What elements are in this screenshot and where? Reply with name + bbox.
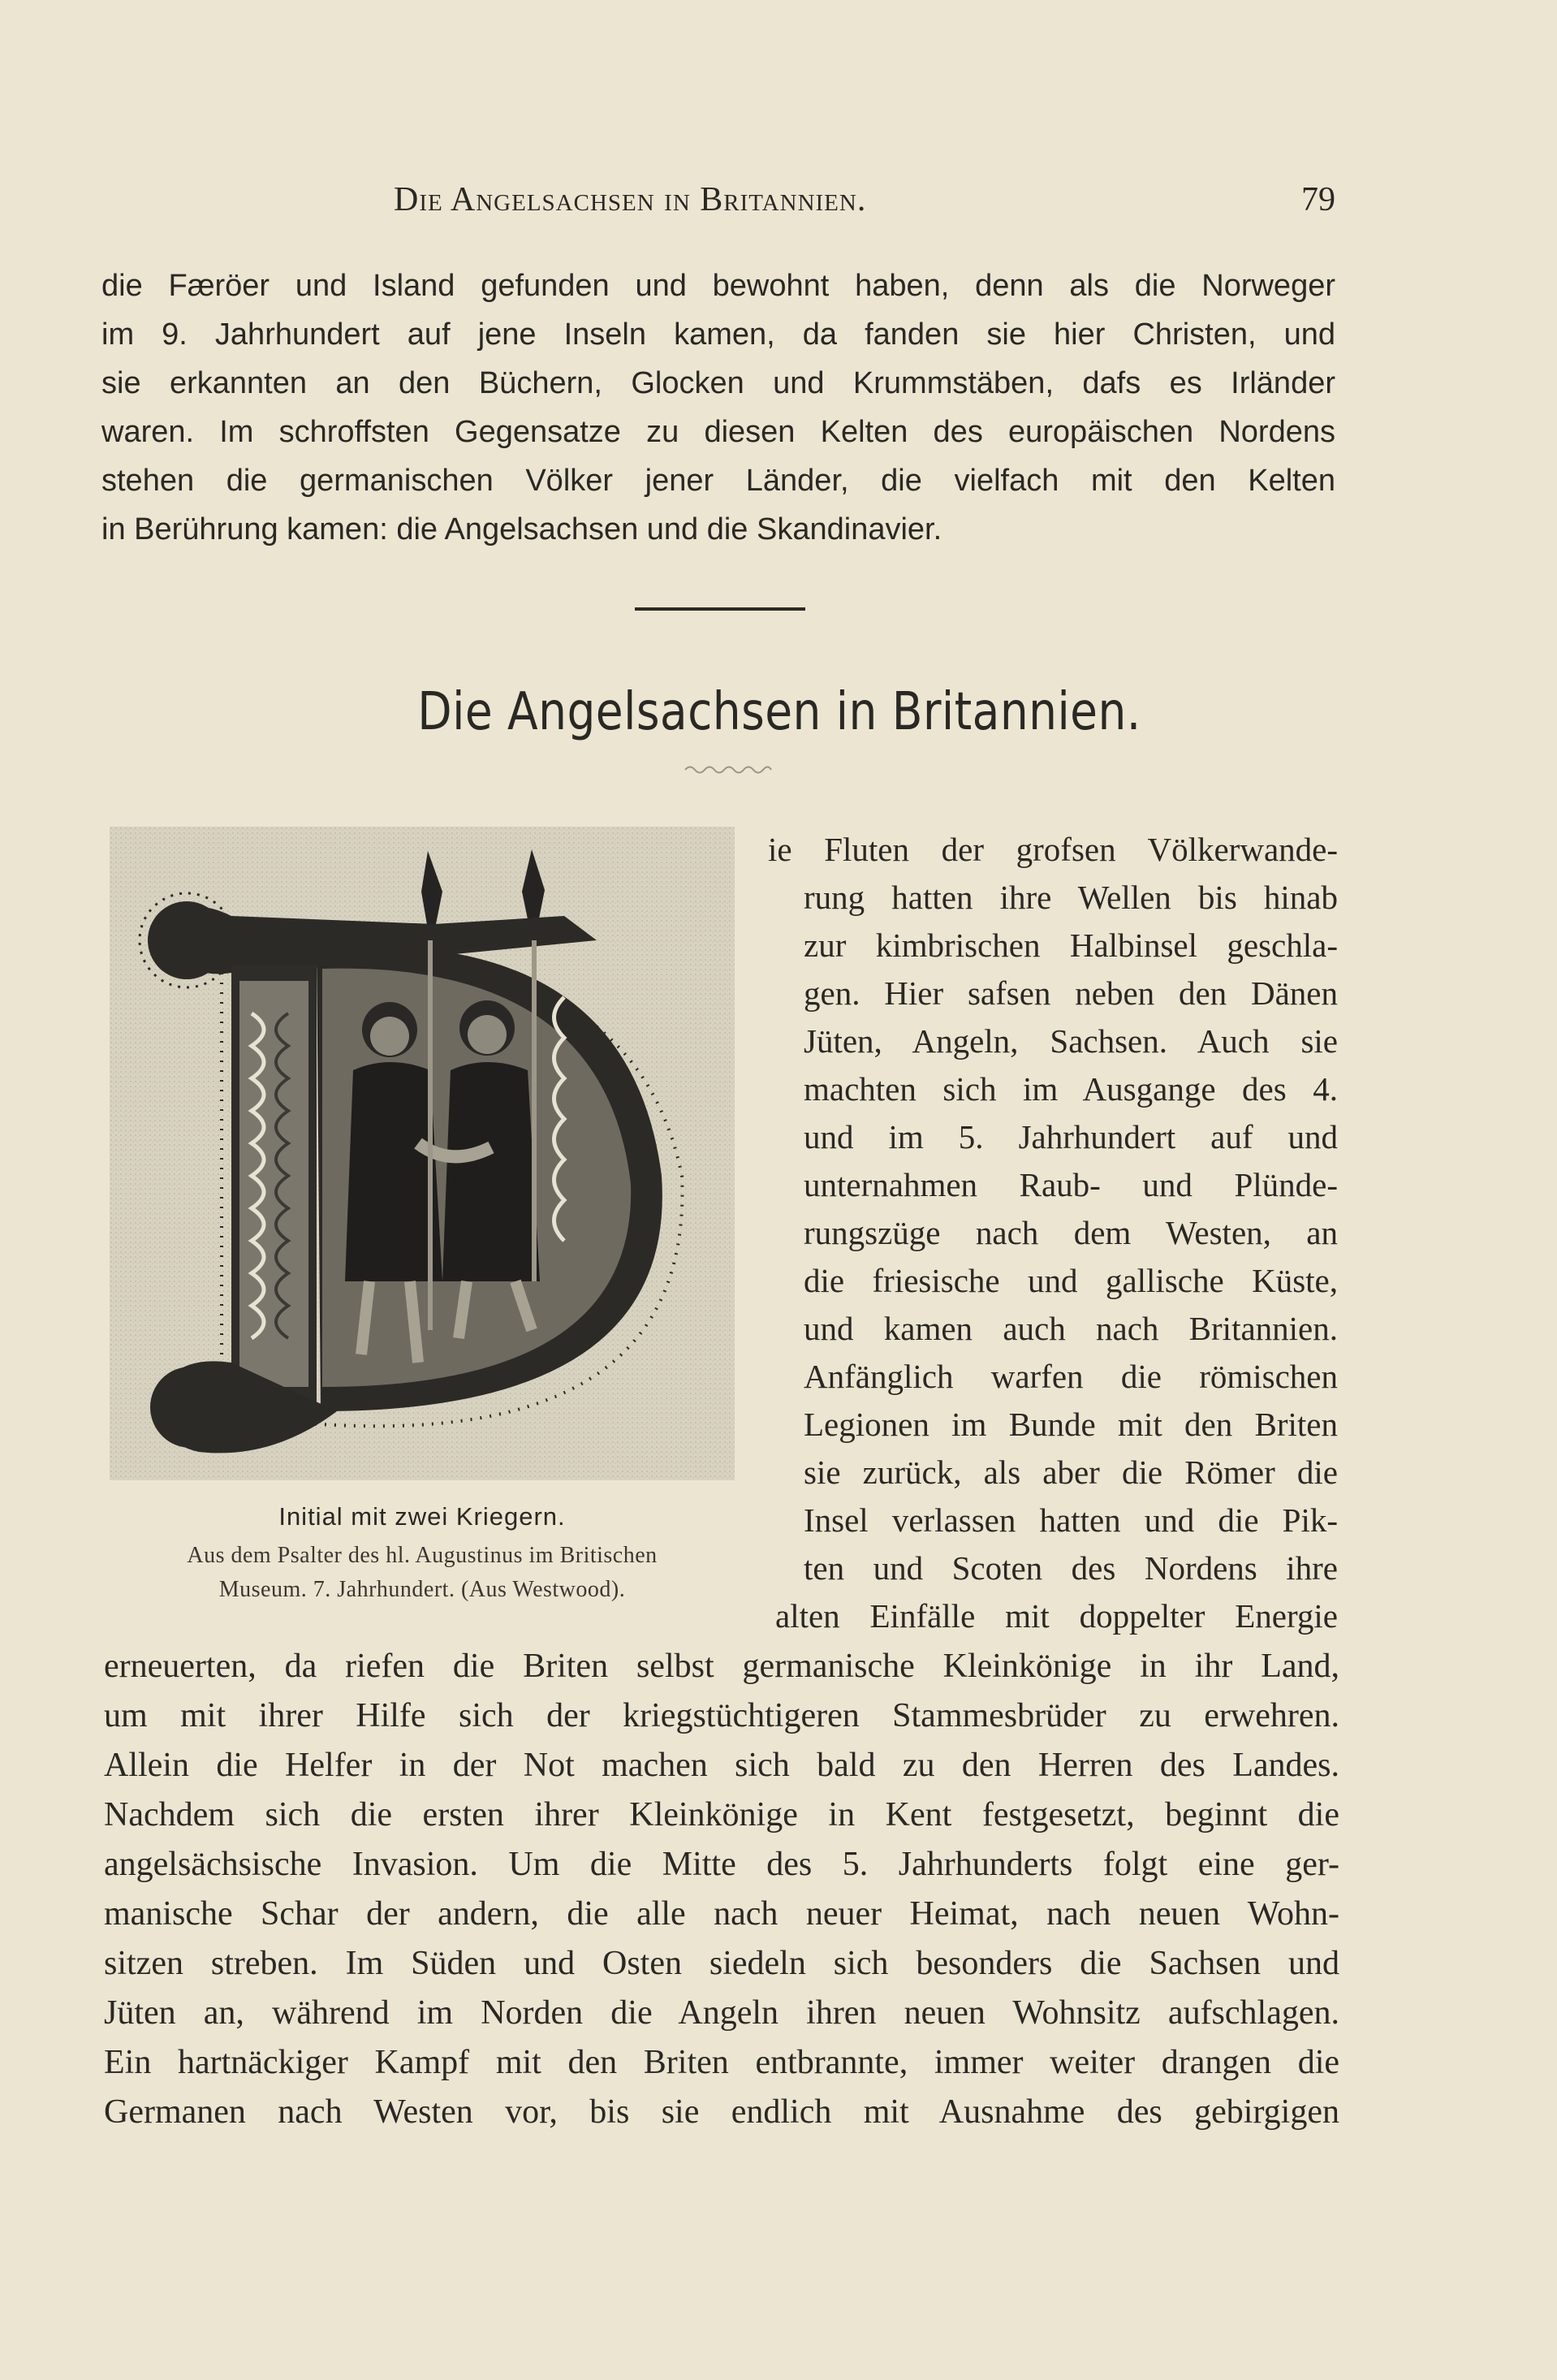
text-line: Legionen im Bunde mit den Briten bbox=[804, 1406, 1338, 1443]
text-line: Jüten an, während im Norden die Angeln ihren neuen Wohnsitz aufschlagen. bbox=[104, 1994, 1339, 2032]
text-line: stehen die germanischen Völker jener Länder, die vielfach mit den Kelten bbox=[101, 464, 1335, 498]
text-line: rung hatten ihre Wellen bis hinab bbox=[804, 879, 1338, 916]
text-line: gen. Hier safsen neben den Dänen bbox=[804, 974, 1338, 1012]
text-line: unternahmen Raub- und Plünde- bbox=[804, 1166, 1338, 1203]
text-line: und im 5. Jahrhundert auf und bbox=[804, 1118, 1338, 1155]
text-line: waren. Im schroffsten Gegensatze zu diesen Kelten des europäischen Nordens bbox=[101, 415, 1335, 449]
text-line: in Berührung kamen: die Angelsachsen und die Skandinavier. bbox=[101, 512, 942, 546]
page-number: 79 bbox=[1301, 181, 1335, 218]
initial-d-with-two-warriors-image bbox=[110, 827, 735, 1480]
figure-caption-line: Aus dem Psalter des hl. Augustinus im Britischen bbox=[187, 1543, 658, 1568]
text-line: manische Schar der andern, die alle nach neuer Heimat, nach neuen Wohn- bbox=[104, 1895, 1339, 1933]
figure-caption-line: Museum. 7. Jahrhundert. (Aus Westwood). bbox=[218, 1577, 626, 1602]
text-line: zur kimbrischen Halbinsel geschla- bbox=[804, 927, 1338, 964]
text-line: Insel verlassen hatten und die Pik- bbox=[804, 1501, 1338, 1539]
text-line: Germanen nach Westen vor, bis sie endlich mit Ausnahme des gebirgigen bbox=[104, 2093, 1339, 2131]
text-line: Allein die Helfer in der Not machen sich bald zu den Herren des Landes. bbox=[104, 1747, 1339, 1784]
text-line: machten sich im Ausgange des 4. bbox=[804, 1070, 1338, 1108]
running-head bbox=[101, 180, 1335, 226]
figure-caption-title: Initial mit zwei Kriegern. bbox=[278, 1502, 566, 1531]
text-line: erneuerten, da riefen die Briten selbst germanische Kleinkönige in ihr Land, bbox=[104, 1648, 1339, 1685]
text-line: um mit ihrer Hilfe sich der kriegstüchtigeren Stammesbrüder zu erwehren. bbox=[104, 1697, 1339, 1734]
text-line: angelsächsische Invasion. Um die Mitte des 5. Jahrhunderts folgt eine ger- bbox=[104, 1846, 1339, 1883]
running-head-title: Die Angelsachsen in Britannien. bbox=[394, 181, 867, 218]
text-line: Anfänglich warfen die römischen bbox=[804, 1358, 1338, 1395]
text-line: im 9. Jahrhundert auf jene Inseln kamen, da fanden sie hier Christen, und bbox=[101, 317, 1335, 352]
text-line: sitzen streben. Im Süden und Osten siedeln sich besonders die Sachsen und bbox=[104, 1945, 1339, 1982]
section-heading: Die Angelsachsen in Britannien. bbox=[417, 682, 1141, 742]
text-line: Jüten, Angeln, Sachsen. Auch sie bbox=[804, 1022, 1338, 1060]
text-line: Ein hartnäckiger Kampf mit den Briten entbrannte, immer weiter drangen die bbox=[104, 2044, 1339, 2081]
illuminated-initial-figure bbox=[110, 827, 735, 1480]
wavy-ornament-icon bbox=[684, 762, 773, 776]
text-line: alten Einfälle mit doppelter Energie bbox=[775, 1597, 1338, 1635]
text-line: die friesische und gallische Küste, bbox=[804, 1262, 1338, 1299]
text-line: die Færöer und Island gefunden und bewohnt haben, denn als die Norweger bbox=[101, 269, 1335, 303]
text-line: ie Fluten der grofsen Völkerwande- bbox=[768, 831, 1338, 868]
text-line: sie zurück, als aber die Römer die bbox=[804, 1453, 1338, 1491]
text-line: sie erkannten an den Büchern, Glocken und Krummstäben, dafs es Irländer bbox=[101, 366, 1335, 400]
text-line: und kamen auch nach Britannien. bbox=[804, 1310, 1338, 1347]
text-line: Nachdem sich die ersten ihrer Kleinkönige in Kent festgesetzt, beginnt die bbox=[104, 1796, 1339, 1834]
section-divider bbox=[635, 607, 805, 611]
text-line: ten und Scoten des Nordens ihre bbox=[804, 1549, 1338, 1587]
text-line: rungszüge nach dem Westen, an bbox=[804, 1214, 1338, 1251]
